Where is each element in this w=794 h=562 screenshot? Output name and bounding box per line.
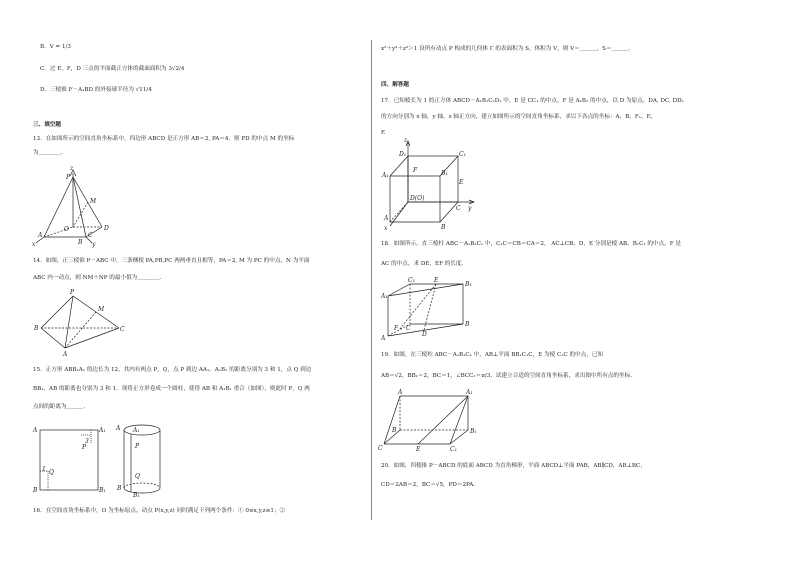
q17-line3: F. — [381, 130, 386, 136]
q20-line2: CD＝2AB＝2，BC＝√5，PD＝2PA. — [381, 482, 476, 488]
fig18-label: A — [381, 335, 386, 342]
fig14-label: C — [120, 326, 125, 333]
fig19-label: C₁ — [450, 446, 457, 453]
fig14-label: P — [70, 289, 75, 296]
fig19-label: B₁ — [470, 428, 477, 435]
fig17-label: B — [441, 224, 446, 231]
fig18-label: D — [422, 331, 427, 338]
section-answer: 四、解答题 — [381, 82, 409, 88]
option-d: D．三棱锥 F－A₁BD 的外接球半径为 √11/4 — [40, 87, 152, 93]
fig13-label: O — [64, 226, 69, 233]
fig13-label: x — [32, 241, 36, 248]
fig17-label: x — [384, 225, 388, 232]
q15-line1: 15．正方形 ABB₁A₁ 的边长为 12，其内有两点 P，Q，点 P 到边 AA₁，A₁B₁ 的距离分别为 3 和 1，点 Q 到边 — [33, 367, 312, 373]
fig13-label: C — [88, 232, 93, 239]
q16-line1: 16．在空间直角坐标系中，O 为坐标原点，动点 P(x,y,z) 同时满足下列两个条件：① 0≤x,y,z≤1；② — [33, 508, 286, 514]
q14-line2: ABC 内一动点，则 NM＋NP 的最小值为＿＿＿＿. — [33, 275, 162, 281]
fig15b-label: Q — [135, 473, 140, 480]
fig13-label: B — [78, 239, 83, 246]
q15-line3: 点间的距离为＿＿＿. — [33, 404, 86, 410]
fig15a-label: P — [82, 444, 87, 451]
fig13-label: D — [104, 225, 109, 232]
fig14-label: B — [34, 325, 39, 332]
fig13-label: M — [90, 198, 97, 205]
figure-q19-prism — [378, 386, 478, 458]
q18-line1: 18．如图所示，直三棱柱 ABC－A₁B₁C₁ 中，C₁C＝CB＝CA＝2， AC⊥CB，D，E 分别是棱 AB，B₁C₁ 的中点，F 是 — [381, 241, 681, 247]
option-c: C．过 E，F，D 三点的平面截正方体的截面面积为 3√2/4 — [40, 66, 185, 72]
figure-q18-prism — [378, 274, 478, 346]
q20-line1: 20．如图，四棱锥 P－ABCD 的底面 ABCD 为直角梯形，平面 ABCD⊥平面 PAB，AB∥CD，AB⊥BC， — [381, 463, 646, 469]
fig19-label: E — [416, 446, 421, 453]
fig18-label: E — [434, 277, 439, 284]
fig18-label: C₁ — [408, 277, 415, 284]
fig15a-label: Q — [49, 469, 54, 476]
fig15b-label: B — [117, 485, 122, 492]
q17-line1: 17．已知棱长为 1 的正方体 ABCD－A₁B₁C₁D₁ 中，E 是 CC₁ 的中点，F 是 A₁B₁ 的中点，以 D 为原点，DA, DC, DD₁ — [381, 98, 684, 104]
fig17-label: D(O) — [410, 195, 425, 202]
column-divider — [371, 40, 372, 520]
q18-line2: AC 的中点，求 DE，EF 的长度. — [381, 261, 464, 267]
fig13-label: y — [92, 241, 96, 248]
fig17-label: F — [413, 167, 418, 174]
fig15a-label: B₁ — [99, 487, 106, 494]
fig15b-label: A — [116, 425, 121, 432]
fig19-label: C — [378, 445, 383, 452]
q19-line1: 19．如图，在三棱柱 ABC－A₁B₁C₁ 中，AB⊥平面 BB₁C₁C，E 为棱 C₁C 的中点，已知 — [381, 352, 604, 358]
fig14-label: A — [63, 351, 68, 358]
figure-q13-pyramid — [30, 165, 120, 247]
fig17-label: B₁ — [441, 170, 448, 177]
q13-line1: 13．在如图所示的空间直角坐标系中，四边形 ABCD 是正方形 AB＝2, PA＝4，则 PD 的中点 M 的坐标 — [33, 136, 295, 142]
option-b: B．V = 1/3 — [40, 44, 71, 50]
fig13-label: P — [66, 174, 71, 181]
fig19-label: B — [392, 427, 397, 434]
fig14-label: M — [98, 306, 105, 313]
fig17-label: E — [459, 179, 464, 186]
fig17-label: C — [456, 205, 461, 212]
figure-q14-tetrahedron — [33, 288, 125, 358]
q15-line2: BB₁，AB 的距离也分别为 3 和 1．现将正方形卷成一个圆柱，使得 AB 和 A₁B₁ 重合（如图），则此时 P，Q 两 — [33, 386, 310, 392]
section-fill-blank: 三、填空题 — [33, 122, 61, 128]
fig17-label: A — [384, 215, 389, 222]
fig18-label: B — [465, 321, 470, 328]
q16-line2: x²＋y²＋z²＞1 设所有动点 P 构成的几何体 Γ 的表面积为 S，体积为 V，则 V＝＿＿＿，S＝＿＿＿. — [381, 46, 631, 52]
q14-line1: 14．如图，正三棱锥 P－ABC 中，三条侧棱 PA,PB,PC 两两垂直且相等，PA＝2, M 为 PC 的中点，N 为平面 — [33, 258, 310, 264]
fig17-label: D₁ — [399, 151, 407, 158]
fig13-label: A — [38, 232, 43, 239]
fig17-label: z — [404, 137, 408, 144]
fig19-label: A — [398, 389, 403, 396]
fig15b-label: B₁ — [133, 492, 140, 499]
fig18-label: C — [406, 325, 411, 332]
q19-line2: AB＝√2，BB₁＝2，BC＝1，∠BCC₁＝π/3，试建立合适的空间直角坐标系，求出图中所有点的坐标. — [381, 373, 632, 379]
fig15a-label: A — [33, 427, 38, 434]
figure-q17-cube — [378, 138, 478, 230]
q13-line2: 为＿＿＿＿. — [33, 150, 63, 156]
fig15a-label: A₁ — [99, 427, 106, 434]
fig17-label: A₁ — [382, 172, 389, 179]
figure-q15-cylinder — [115, 420, 170, 498]
fig18-label: F — [394, 325, 399, 332]
fig15a-label: 3 — [85, 438, 89, 445]
fig18-label: B₁ — [465, 281, 472, 288]
figure-q15-square — [33, 424, 108, 496]
fig19-label: A₁ — [466, 389, 473, 396]
fig17-label: y — [468, 205, 472, 212]
fig15b-label: P — [135, 443, 140, 450]
fig15a-label: 1 — [42, 466, 46, 473]
fig13-label: z — [70, 165, 74, 172]
q17-line2: 的方向分别为 x 轴，y 轴，z 轴正方向，建立如图所示的空间直角坐标系，求以下各点的坐标：A，B，F₁，E， — [381, 114, 657, 120]
fig18-label: A₁ — [381, 293, 388, 300]
fig17-label: C₁ — [459, 151, 466, 158]
fig15b-label: A₁ — [133, 427, 140, 434]
fig15a-label: B — [33, 487, 38, 494]
